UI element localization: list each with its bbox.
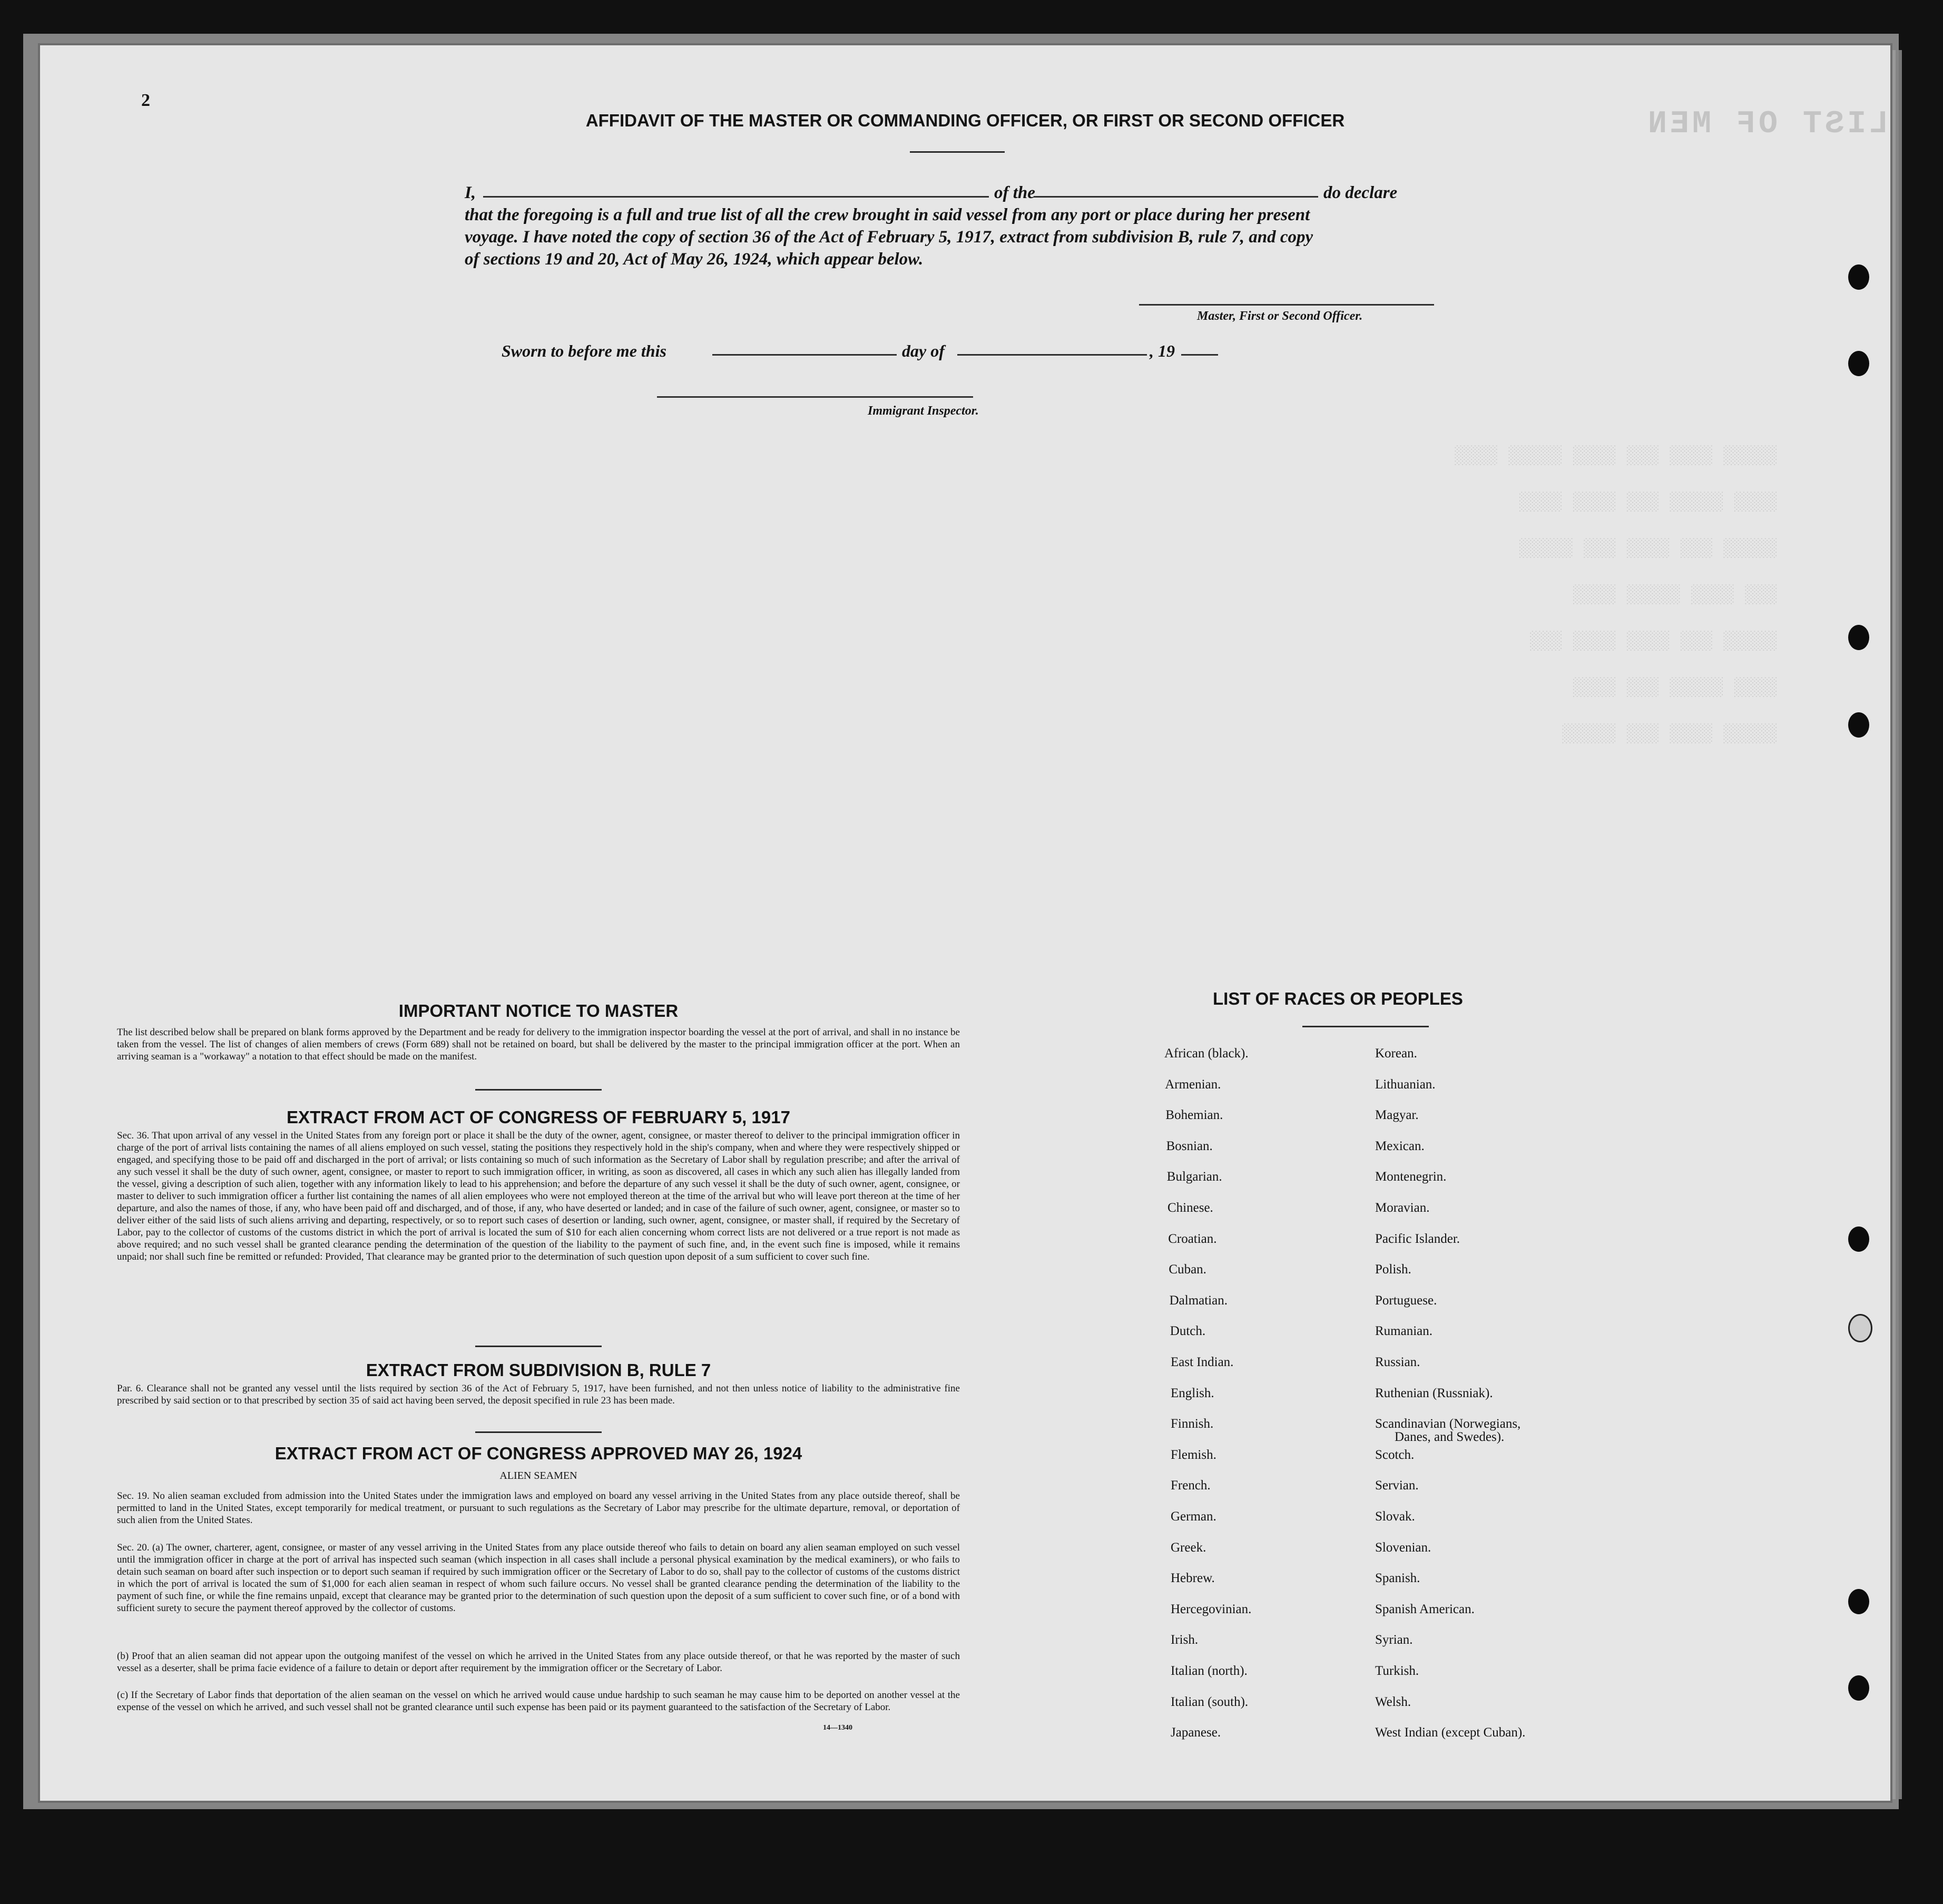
sworn-month-field[interactable] xyxy=(957,354,1147,356)
race-item: Ruthenian (Russniak). xyxy=(1375,1386,1493,1400)
binder-hole xyxy=(1848,712,1869,738)
rule7-body: Par. 6. Clearance shall not be granted any vessel until the lists required by section 36 of the Act of February 5, 1917, have been furnished, and not then unless notice of liability to the administrative fine prescribed by said section or to that prescribed by section 35 of said act having been served, the deposit specified in rule 23 has been made. xyxy=(117,1383,960,1406)
affidavit-of-the-label: of the xyxy=(994,183,1035,202)
extract-1917-body: Sec. 36. That upon arrival of any vessel in the United States from any foreign port or place it shall be the duty of the owner, agent, consignee, or master thereof to deliver to the principal immigration officer in charge of the port of arrival lists containing the names of all aliens employed on such vessel, stating the positions they respectively hold in the ship's company, when and where they were respectively shipped or engaged, and specifying those to be paid off and discharged in the port of arrival; or lists containing so much of such information as the Secretary of Labor shall by regulation prescribe; and after the arrival of any such vessel it shall be the duty of such owner, agent, consignee, or master to report to such immigration officer, in writing, as soon as discovered, all cases in which any such alien has illegally landed from the vessel, giving a description of such alien, together with any information likely to lead to his apprehension; and before the departure of any such vessel it shall be the duty of such owner, agent, consignee, or master to deliver to such immigration officer a further list containing the names of all alien employees who were not employed thereon at the time of the arrival but who will leave port thereon at the time of her departure, and also the names of those, if any, who have been paid off and discharged, and of those, if any, who have deserted or landed; and in case of the failure of such owner, agent, consignee, or master so to deliver either of the said lists of such aliens arriving and departing, respectively, or so to report such cases of desertion or landing, such owner, agent, consignee, or master shall, if required by the Secretary of Labor, pay to the collector of customs of the customs district in which the port of arrival is located the sum of $10 for each alien concerning whom correct lists are not delivered or a true report is not made as above required; and no such vessel shall be granted clearance pending the determination of the question of the liability to the payment of such fine, and, in the event such fine is imposed, while it remains unpaid; nor shall such fine be remitted or refunded: Provided, That clearance may be granted prior to the determination of such question upon deposit of a sum sufficient to cover such fine. xyxy=(117,1130,960,1262)
race-item: Slovenian. xyxy=(1375,1540,1431,1555)
race-item: English. xyxy=(1171,1386,1214,1400)
affidavit-title: AFFIDAVIT OF THE MASTER OR COMMANDING OFFICER, OR FIRST OR SECOND OFFICER xyxy=(585,111,1345,130)
inspector-signature-field[interactable] xyxy=(657,396,973,398)
race-item: Italian (north). xyxy=(1171,1664,1248,1678)
race-item: Lithuanian. xyxy=(1375,1077,1436,1092)
page-number: 2 xyxy=(141,91,150,110)
page-edge xyxy=(1892,50,1896,1799)
alien-seamen-subtitle: ALIEN SEAMEN xyxy=(499,1470,577,1481)
sec20b-body: (b) Proof that an alien seaman did not appear upon the outgoing manifest of the vessel on which he arrived in the United States from any place outside thereof, or that he was reported by the master of such vessel as a deserter, shall be prima facie evidence of a failure to detain or deport after requirement by the immigration officer or the Secretary of Labor. xyxy=(117,1651,960,1674)
bleed-through-rows: ░░░░░ ░░░░ ░░░ ░░░░ ░░░░░ ░░░░ ░░░░ ░░░░░ ░░░ ░░░░ ░░░░ ░░░░░ ░░░ ░░░░ ░░░ ░░░░░ ░░░ ░░░░ ░░░░░ ░░░░ ░░░░░ ░░░ ░░░░ ░░░░ ░░░ ░░░░ ░░░░░ ░░░ ░░░░ ░░░░░ ░░░░ ░░░ ░░░░░ xyxy=(1454,446,1777,744)
race-item: Italian (south). xyxy=(1171,1694,1249,1709)
inspector-caption: Immigrant Inspector. xyxy=(868,404,979,418)
document-page xyxy=(38,43,1892,1803)
race-item: Dalmatian. xyxy=(1169,1293,1228,1308)
page-edge xyxy=(1899,50,1902,1799)
race-item: German. xyxy=(1171,1509,1216,1524)
race-item: Croatian. xyxy=(1168,1231,1217,1246)
affidavit-i-label: I, xyxy=(465,183,476,202)
race-item: Chinese. xyxy=(1167,1201,1213,1215)
binder-hole xyxy=(1848,351,1869,376)
year-label: , 19 xyxy=(1150,341,1175,360)
binder-hole xyxy=(1848,1226,1869,1252)
vessel-name-field[interactable] xyxy=(1034,196,1318,198)
section-divider xyxy=(475,1431,602,1433)
day-of-label: day of xyxy=(902,341,945,360)
race-item: Spanish American. xyxy=(1375,1602,1475,1616)
race-item: Pacific Islander. xyxy=(1375,1231,1460,1246)
race-item: Magyar. xyxy=(1375,1108,1419,1123)
race-item: Russian. xyxy=(1375,1355,1420,1369)
section-divider xyxy=(475,1089,602,1091)
sworn-label: Sworn to before me this xyxy=(502,341,666,360)
race-item: Polish. xyxy=(1375,1262,1411,1277)
race-item: Scotch. xyxy=(1375,1447,1415,1462)
race-item: Hercegovinian. xyxy=(1171,1602,1252,1616)
race-item: Mexican. xyxy=(1375,1139,1425,1153)
section-divider xyxy=(1302,1026,1429,1027)
section-divider xyxy=(475,1346,602,1347)
affidavit-line-3: voyage. I have noted the copy of section 36 of the Act of February 5, 1917, extract from subdivision B, rule 7, and copy xyxy=(465,228,1313,247)
affidavit-line-4: of sections 19 and 20, Act of May 26, 1924, which appear below. xyxy=(465,250,924,269)
race-item: Dutch. xyxy=(1170,1324,1206,1339)
race-item: Armenian. xyxy=(1165,1077,1221,1092)
race-item: Finnish. xyxy=(1171,1417,1214,1431)
sec20c-body: (c) If the Secretary of Labor finds that deportation of the alien seaman on the vessel on which he arrived would cause undue hardship to such seaman he may cause him to be deported on another vessel at the expense of the vessel on which he arrived, and such vessel shall not be granted clearance until such expense has been paid or its payment guaranteed to the satisfaction of the Secretary of Labor. xyxy=(117,1690,960,1713)
race-item: East Indian. xyxy=(1171,1355,1234,1369)
race-item: Danes, and Swedes). xyxy=(1395,1429,1505,1444)
race-item: Slovak. xyxy=(1375,1509,1415,1524)
races-title: LIST OF RACES OR PEOPLES xyxy=(1213,989,1463,1008)
race-item: Welsh. xyxy=(1375,1694,1411,1709)
race-item: Scandinavian (Norwegians, xyxy=(1375,1417,1521,1431)
notice-title: IMPORTANT NOTICE TO MASTER xyxy=(398,1001,679,1020)
form-number: 14—1340 xyxy=(823,1724,852,1732)
binder-hole xyxy=(1848,1675,1869,1701)
master-signature-caption: Master, First or Second Officer. xyxy=(1197,309,1363,323)
bleed-through-heading: LIST OF MEN xyxy=(1645,106,1889,142)
notice-body: The list described below shall be prepared on blank forms approved by the Department and be ready for delivery to the immigration inspector boarding the vessel at the port of arrival, and shall in no instance be taken from the vessel. The list of changes of alien members of crews (Form 689) shall not be retained on board, but shall be delivered by the master to the principal immigration officer at the port. When an arriving seaman is a "workaway" a notation to that effect should be made on the manifest. xyxy=(117,1027,960,1062)
race-item: Portuguese. xyxy=(1375,1293,1437,1308)
race-item: Cuban. xyxy=(1169,1262,1206,1277)
master-signature-field[interactable] xyxy=(1139,304,1434,306)
affidavit-do-declare-label: do declare xyxy=(1323,183,1398,202)
race-item: Greek. xyxy=(1171,1540,1206,1555)
affidavit-line-2: that the foregoing is a full and true list of all the crew brought in said vessel from any port or place during her present xyxy=(465,205,1310,224)
officer-name-field[interactable] xyxy=(483,196,989,198)
race-item: Rumanian. xyxy=(1375,1324,1433,1339)
race-item: West Indian (except Cuban). xyxy=(1375,1725,1526,1740)
race-item: Montenegrin. xyxy=(1375,1170,1447,1184)
race-item: Korean. xyxy=(1375,1046,1417,1061)
sworn-day-field[interactable] xyxy=(712,354,897,356)
race-item: Moravian. xyxy=(1375,1201,1430,1215)
race-item: Bosnian. xyxy=(1166,1139,1213,1153)
race-item: Syrian. xyxy=(1375,1633,1413,1647)
race-item: Flemish. xyxy=(1171,1447,1216,1462)
race-item: Spanish. xyxy=(1375,1571,1420,1586)
binder-hole xyxy=(1848,1314,1872,1342)
race-item: Irish. xyxy=(1171,1633,1199,1647)
sec20a-body: Sec. 20. (a) The owner, charterer, agent, consignee, or master of any vessel arriving in the United States from any place outside thereof who fails to detain on board any alien seaman employed on such vessel until the immigration officer in charge at the port of arrival has inspected such seaman (which inspection in all cases shall include a personal physical examination by the medical examiners), or who fails to detain such seaman on board after such inspection or to deport such seaman if required by such immigration officer or the Secretary of Labor to do so, shall pay to the collector of customs of the customs district in which the port of arrival is located the sum of $1,000 for each alien seaman in respect of whom such failure occurs. No vessel shall be granted clearance pending the determination of the liability to the payment of such fine, or while the fine remains unpaid, except that clearance may be granted prior to the determination of such question upon the deposit of a sum sufficient to cover such fine, or of a bond with sufficient surety to secure the payment thereof approved by the collector of customs. xyxy=(117,1542,960,1614)
extract-1924-title: EXTRACT FROM ACT OF CONGRESS APPROVED MAY 26, 1924 xyxy=(274,1444,802,1463)
race-item: Japanese. xyxy=(1171,1725,1221,1740)
binder-hole xyxy=(1848,1589,1869,1614)
extract-1917-title: EXTRACT FROM ACT OF CONGRESS OF FEBRUARY 5, 1917 xyxy=(287,1107,790,1127)
race-item: Turkish. xyxy=(1375,1664,1419,1678)
binder-hole xyxy=(1848,625,1869,650)
race-item: Bohemian. xyxy=(1165,1108,1223,1123)
sec19-body: Sec. 19. No alien seaman excluded from admission into the United States under the immigration laws and employed on board any vessel arriving in the United States from any place outside thereof, shall be permitted to land in the United States, except temporarily for medical treatment, or pursuant to such regulations as the Secretary of Labor may prescribe for the ultimate departure, removal, or deportation of such alien from the United States. xyxy=(117,1490,960,1526)
race-item: French. xyxy=(1171,1478,1211,1493)
binder-hole xyxy=(1848,264,1869,290)
rule7-title: EXTRACT FROM SUBDIVISION B, RULE 7 xyxy=(366,1360,711,1380)
race-item: African (black). xyxy=(1164,1046,1249,1061)
race-item: Hebrew. xyxy=(1171,1571,1215,1586)
race-item: Servian. xyxy=(1375,1478,1419,1493)
race-item: Bulgarian. xyxy=(1166,1170,1222,1184)
title-divider xyxy=(910,151,1005,153)
sworn-year-field[interactable] xyxy=(1181,354,1218,356)
